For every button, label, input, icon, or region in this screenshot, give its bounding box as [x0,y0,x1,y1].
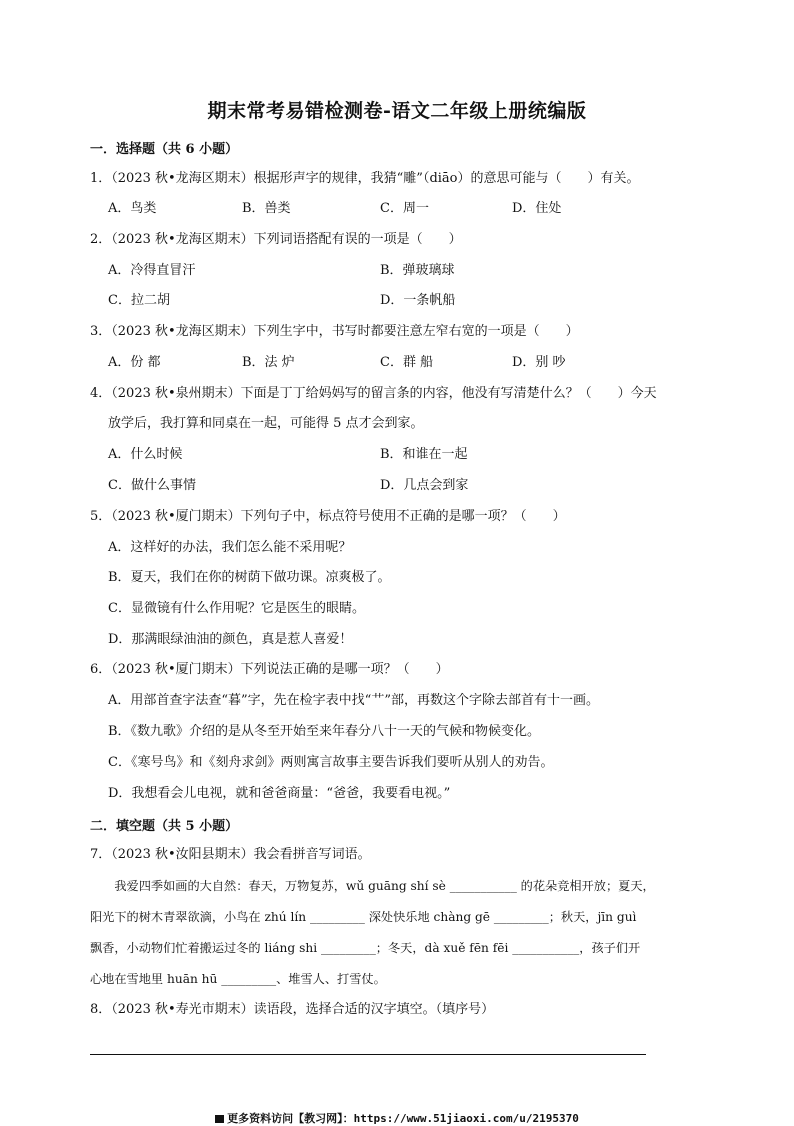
question-4-continued: 放学后，我打算和同桌在一起，可能得 5 点才会到家。 [108,416,424,431]
q1-option-a: A．鸟类 [108,201,157,216]
question-8: 8．（2023 秋•寿光市期末）读语段，选择合适的汉字填空。（填序号） [90,1002,495,1017]
question-4: 4．（2023 秋•泉州期末）下面是丁丁给妈妈写的留言条的内容，他没有写清楚什么？（ ）今天 [90,386,657,401]
q3-option-c: C．群 船 [380,355,434,370]
q2-option-d: D．一条帆船 [380,293,456,308]
q4-option-b: B．和谁在一起 [380,447,468,462]
question-1: 1．（2023 秋•龙海区期末）根据形声字的规律，我猜“雕”（diāo）的意思可能与（ ）有关。 [90,171,640,186]
q7-paragraph-line: 心地在雪地里 huān hū _________、堆雪人、打雪仗。 [90,972,386,986]
q3-option-d: D．别 吵 [512,355,566,370]
question-6: 6．（2023 秋•厦门期末）下列说法正确的是哪一项？（ ） [90,662,449,677]
question-2: 2．（2023 秋•龙海区期末）下列词语搭配有误的一项是（ ） [90,232,462,247]
q6-option-c: C．《寒号鸟》和《刻舟求剑》两则寓言故事主要告诉我们要听从别人的劝告。 [108,755,554,770]
q7-paragraph-line: 我爱四季如画的大自然：春天，万物复苏，wǔ guāng shí sè ___________ 的花朵竞相开放；夏天， [90,879,655,893]
q6-option-b: B．《数九歌》介绍的是从冬至开始至来年春分八十一天的气候和物候变化。 [108,724,541,739]
q3-option-b: B．法 炉 [242,355,295,370]
q2-option-a: A．冷得直冒汗 [108,263,196,278]
q3-option-a: A．份 都 [108,355,161,370]
q1-option-c: C．周一 [380,201,429,216]
divider-line [90,1054,646,1055]
q1-option-d: D．住处 [512,201,562,216]
q5-option-b: B．夏天，我们在你的树荫下做功课。凉爽极了。 [108,570,391,585]
page-title: 期末常考易错检测卷-语文二年级上册统编版 [207,100,587,122]
q5-option-c: C．显微镜有什么作用呢？它是医生的眼睛。 [108,601,365,616]
question-3: 3．（2023 秋•龙海区期末）下列生字中，书写时都要注意左窄右宽的一项是（ ） [90,324,579,339]
q4-option-a: A．什么时候 [108,447,183,462]
q1-option-b: B．兽类 [242,201,291,216]
section-heading-choice: 一．选择题（共 6 小题） [90,142,239,157]
q7-paragraph-line: 阳光下的树木青翠欲滴，小鸟在 zhú lín _________ 深处快乐地 chàng gē _________；秋天，jīn guì [90,910,637,924]
q4-option-c: C．做什么事情 [108,478,196,493]
q6-option-d: D．我想看会儿电视，就和爸爸商量：“爸爸，我要看电视。” [108,786,451,801]
section-heading-fill: 二．填空题（共 5 小题） [90,819,239,834]
q5-option-d: D．那满眼绿油油的颜色，真是惹人喜爱！ [108,632,353,647]
q7-paragraph-line: 飘香，小动物们忙着搬运过冬的 liáng shi _________；冬天，dà xuě fēn fēi ___________，孩子们开 [90,941,641,955]
footer-text: 更多资料访问【教习网】：https://www.51jiaoxi.com/u/2195370 [227,1112,579,1125]
question-5: 5．（2023 秋•厦门期末）下列句子中，标点符号使用不正确的是哪一项？（ ） [90,509,566,524]
q2-option-c: C．拉二胡 [108,293,170,308]
q5-option-a: A．这样好的办法，我们怎么能不采用呢？ [108,540,352,555]
q4-option-d: D．几点会到家 [380,478,469,493]
question-7: 7．（2023 秋•汝阳县期末）我会看拼音写词语。 [90,847,371,862]
flag-icon [215,1115,224,1123]
q6-option-a: A．用部首查字法查“暮”字，先在检字表中找“艹”部，再数这个字除去部首有十一画。 [108,693,599,708]
q2-option-b: B．弹玻璃球 [380,263,455,278]
